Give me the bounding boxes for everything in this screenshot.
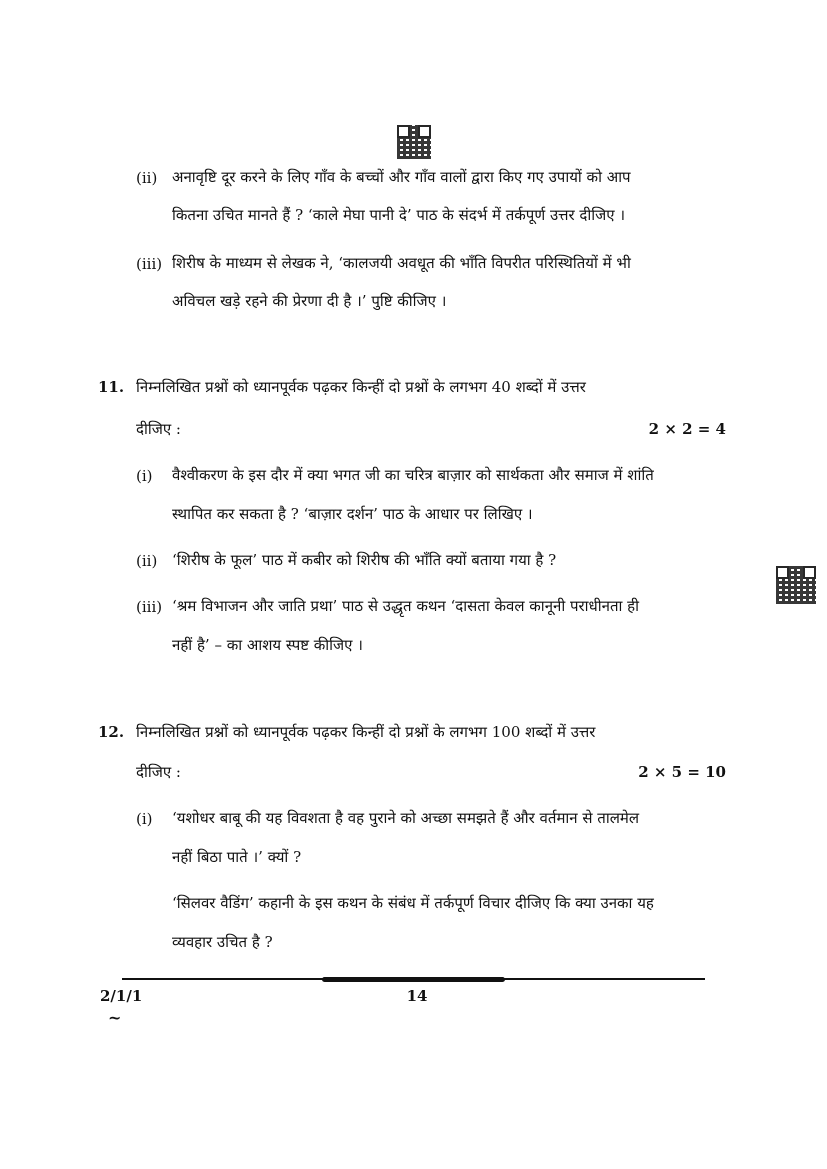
q12-prompt-line2: दीजिए :	[136, 763, 181, 781]
q10-iii-text-line2: अविचल खड़े रहने की प्रेरणा दी है ।’ पुष्टि कीजिए ।	[172, 292, 447, 310]
paper-code: 2/1/1	[100, 987, 143, 1005]
q11-ii-label: (ii)	[136, 552, 158, 570]
q12-i-text-line1: ‘यशोधर बाबू की यह विवशता है वह पुराने को अच्छा समझते हैं और वर्तमान से तालमेल	[172, 809, 640, 827]
q10-ii-text-line2: कितना उचित मानते हैं ? ‘काले मेघा पानी दे’ पाठ के संदर्भ में तर्कपूर्ण उत्तर दीजिए ।	[172, 206, 626, 224]
q11-iii-label: (iii)	[136, 598, 163, 616]
footer-rule	[122, 977, 705, 982]
q12-marks: 2 × 5 = 10	[638, 763, 726, 781]
tilde-mark: ~	[108, 1008, 122, 1027]
q10-iii-text-line1: शिरीष के माध्यम से लेखक ने, ‘कालजयी अवधूत की भाँति विपरीत परिस्थितियों में भी	[172, 254, 631, 272]
q10-iii-label: (iii)	[136, 255, 163, 273]
qr-code-side	[776, 566, 816, 604]
page-number: 14	[406, 987, 428, 1005]
q12-number: 12.	[98, 723, 125, 741]
q12-i-text-line3: ‘सिलवर वैडिंग’ कहानी के इस कथन के संबंध में तर्कपूर्ण विचार दीजिए कि क्या उनका यह	[172, 894, 654, 912]
q11-i-text-line2: स्थापित कर सकता है ? ‘बाज़ार दर्शन’ पाठ के आधार पर लिखिए ।	[172, 505, 533, 523]
q11-iii-text-line2: नहीं है’ – का आशय स्पष्ट कीजिए ।	[172, 636, 363, 654]
q11-iii-text-line1: ‘श्रम विभाजन और जाति प्रथा’ पाठ से उद्धृत कथन ‘दासता केवल कानूनी पराधीनता ही	[172, 597, 640, 615]
q12-i-label: (i)	[136, 810, 153, 828]
q10-ii-text-line1: अनावृष्टि दूर करने के लिए गाँव के बच्चों और गाँव वालों द्वारा किए गए उपायों को आप	[172, 168, 631, 186]
q11-ii-text-line1: ‘शिरीष के फूल’ पाठ में कबीर को शिरीष की भाँति क्यों बताया गया है ?	[172, 551, 557, 569]
qr-code-top	[397, 125, 431, 159]
q11-i-text-line1: वैश्वीकरण के इस दौर में क्या भगत जी का चरित्र बाज़ार को सार्थकता और समाज में शांति	[172, 466, 654, 484]
q11-prompt-line2: दीजिए :	[136, 420, 181, 438]
q12-i-text-line4: व्यवहार उचित है ?	[172, 933, 273, 951]
q10-ii-label: (ii)	[136, 169, 158, 187]
q11-i-label: (i)	[136, 467, 153, 485]
q12-prompt-line1: निम्नलिखित प्रश्नों को ध्यानपूर्वक पढ़कर किन्हीं दो प्रश्नों के लगभग 100 शब्दों में उत्तर	[136, 723, 596, 741]
q11-number: 11.	[98, 378, 125, 396]
q12-i-text-line2: नहीं बिठा पाते ।’ क्यों ?	[172, 848, 302, 866]
q11-marks: 2 × 2 = 4	[648, 420, 726, 438]
q11-prompt-line1: निम्नलिखित प्रश्नों को ध्यानपूर्वक पढ़कर किन्हीं दो प्रश्नों के लगभग 40 शब्दों में उत्तर	[136, 378, 586, 396]
